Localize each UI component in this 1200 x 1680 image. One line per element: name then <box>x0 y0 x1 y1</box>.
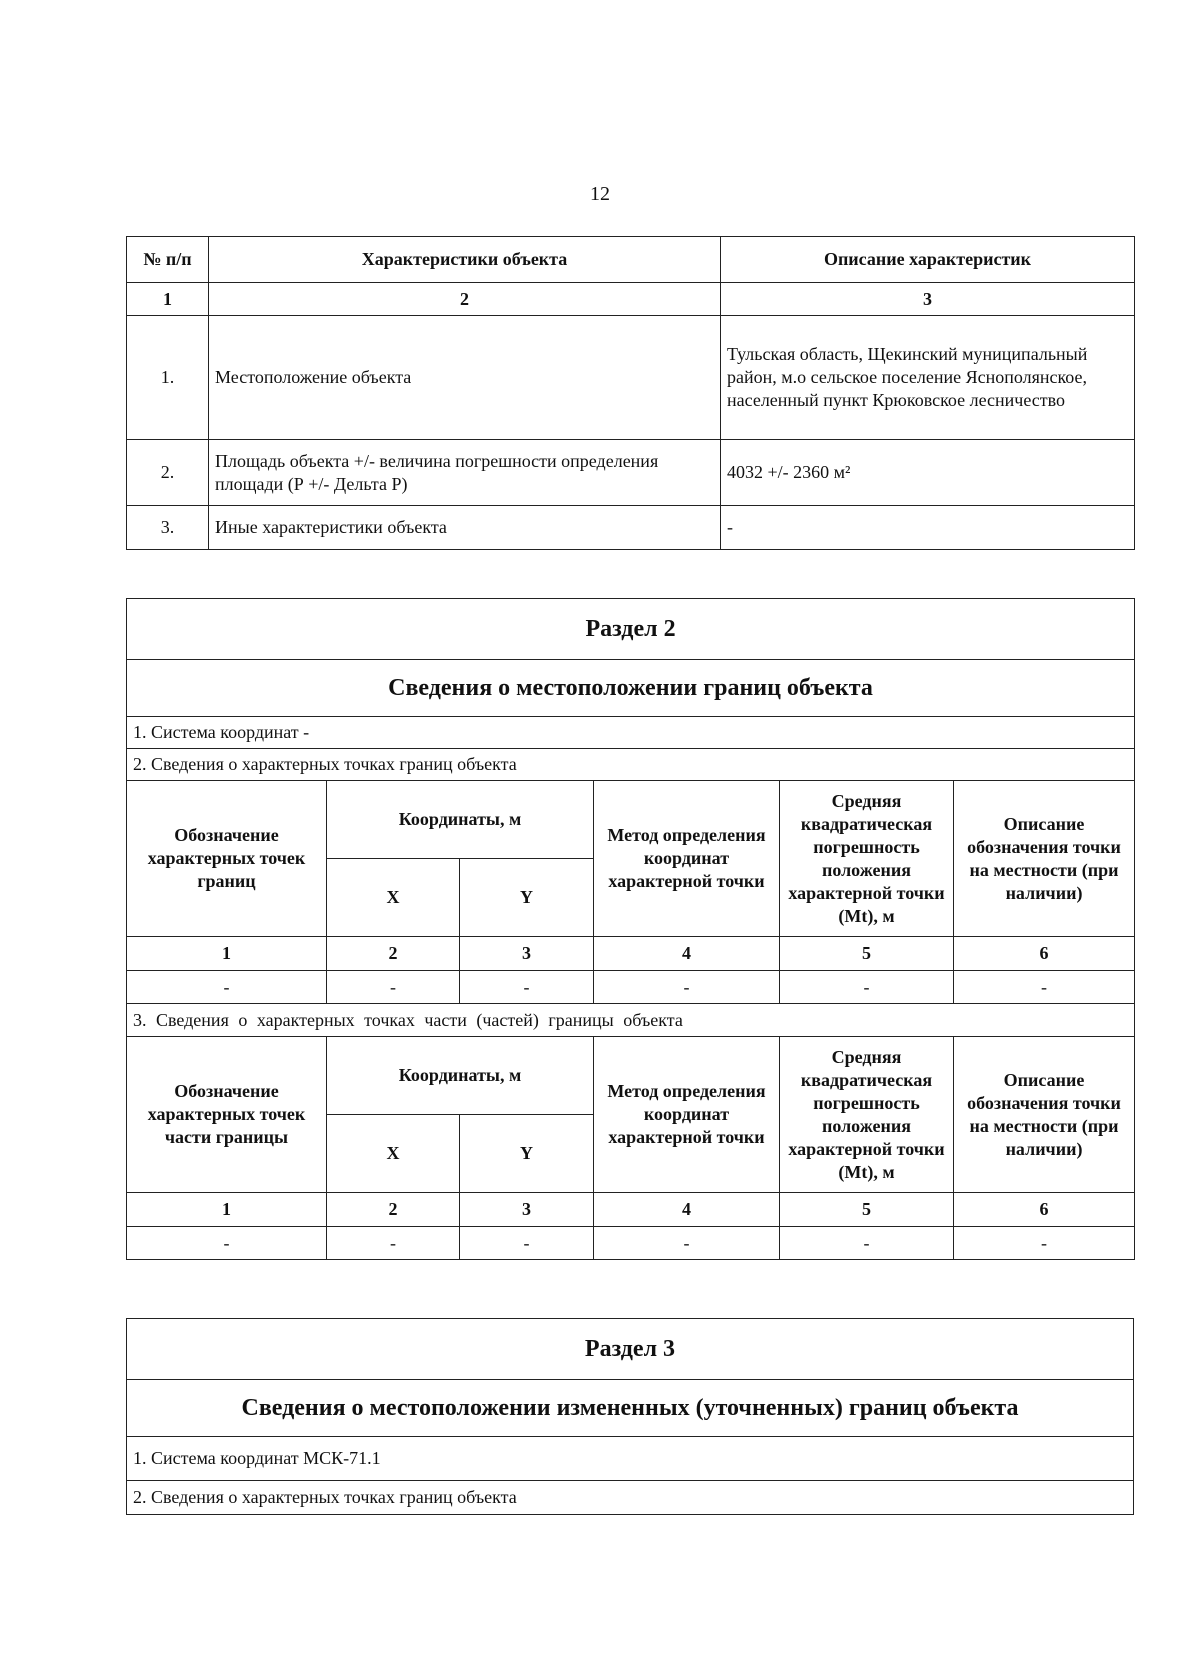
row-description: - <box>721 506 1135 550</box>
col-number: 1 <box>127 937 327 971</box>
section-3-points-title: 2. Сведения о характерных точках границ объекта <box>127 1481 1134 1515</box>
col-number: 5 <box>780 1193 954 1227</box>
cell: - <box>594 1227 780 1260</box>
header-coordinates: Координаты, м <box>327 781 594 859</box>
parts-header-description: Описание обозначения точки на местности (при наличии) <box>954 1037 1135 1193</box>
cell: - <box>954 1227 1135 1260</box>
coord-system: 1. Система координат - <box>127 717 1135 749</box>
cell: - <box>460 1227 594 1260</box>
parts-title: 3. Сведения о характерных точках части (частей) границы объекта <box>127 1004 1135 1037</box>
section-3-title: Раздел 3 <box>127 1319 1134 1380</box>
row-number: 3. <box>127 506 209 550</box>
cell: - <box>780 1227 954 1260</box>
cell: - <box>780 971 954 1004</box>
cell: - <box>327 971 460 1004</box>
col-number-3: 3 <box>721 283 1135 316</box>
col-number: 1 <box>127 1193 327 1227</box>
col-number: 6 <box>954 937 1135 971</box>
col-number: 3 <box>460 1193 594 1227</box>
header-description: Описание обозначения точки на местности (при наличии) <box>954 781 1135 937</box>
characteristics-table <box>126 236 1135 550</box>
header-y: Y <box>460 859 594 937</box>
table-row <box>127 971 1135 1004</box>
cell: - <box>327 1227 460 1260</box>
table-row <box>127 506 1135 550</box>
header-x: X <box>327 859 460 937</box>
cell: - <box>594 971 780 1004</box>
col-number: 2 <box>327 937 460 971</box>
table-row <box>127 1227 1135 1260</box>
parts-header-coordinates: Координаты, м <box>327 1037 594 1115</box>
header-designation: Обозначение характерных точек границ <box>127 781 327 937</box>
cell: - <box>127 971 327 1004</box>
row-number: 2. <box>127 440 209 506</box>
parts-header-x: X <box>327 1115 460 1193</box>
col-number-1: 1 <box>127 283 209 316</box>
page-number: 12 <box>590 183 610 205</box>
section-3-coord-system: 1. Система координат МСК-71.1 <box>127 1437 1134 1481</box>
cell: - <box>460 971 594 1004</box>
points-title: 2. Сведения о характерных точках границ объекта <box>127 749 1135 781</box>
cell: - <box>127 1227 327 1260</box>
section-2-table <box>126 598 1135 1260</box>
row-characteristic: Иные характеристики объекта <box>209 506 721 550</box>
row-description: 4032 +/- 2360 м² <box>721 440 1135 506</box>
col-number: 3 <box>460 937 594 971</box>
cell: - <box>954 971 1135 1004</box>
header-method: Метод определения координат характерной точки <box>594 781 780 937</box>
parts-header-designation: Обозначение характерных точек части границы <box>127 1037 327 1193</box>
section-2-title: Раздел 2 <box>127 599 1135 660</box>
col-number: 2 <box>327 1193 460 1227</box>
section-3-table <box>126 1318 1134 1515</box>
col-number: 6 <box>954 1193 1135 1227</box>
table-row <box>127 440 1135 506</box>
section-3-subtitle: Сведения о местоположении измененных (уточненных) границ объекта <box>127 1380 1134 1437</box>
col-number-2: 2 <box>209 283 721 316</box>
col-number: 5 <box>780 937 954 971</box>
parts-header-error: Средняя квадратическая погрешность положения характерной точки (Mt), м <box>780 1037 954 1193</box>
row-characteristic: Местоположение объекта <box>209 316 721 440</box>
header-error: Средняя квадратическая погрешность положения характерной точки (Mt), м <box>780 781 954 937</box>
parts-header-method: Метод определения координат характерной точки <box>594 1037 780 1193</box>
row-characteristic: Площадь объекта +/- величина погрешности определения площади (Р +/- Дельта Р) <box>209 440 721 506</box>
section-2-subtitle: Сведения о местоположении границ объекта <box>127 660 1135 717</box>
parts-header-y: Y <box>460 1115 594 1193</box>
col-number: 4 <box>594 1193 780 1227</box>
table-row <box>127 316 1135 440</box>
row-number: 1. <box>127 316 209 440</box>
row-description: Тульская область, Щекинский муниципальный район, м.о сельское поселение Яснополянское, населенный пункт Крюковское лесничество <box>721 316 1135 440</box>
col-header-characteristics: Характеристики объекта <box>209 237 721 283</box>
col-header-number: № п/п <box>127 237 209 283</box>
col-number: 4 <box>594 937 780 971</box>
col-header-description: Описание характеристик <box>721 237 1135 283</box>
